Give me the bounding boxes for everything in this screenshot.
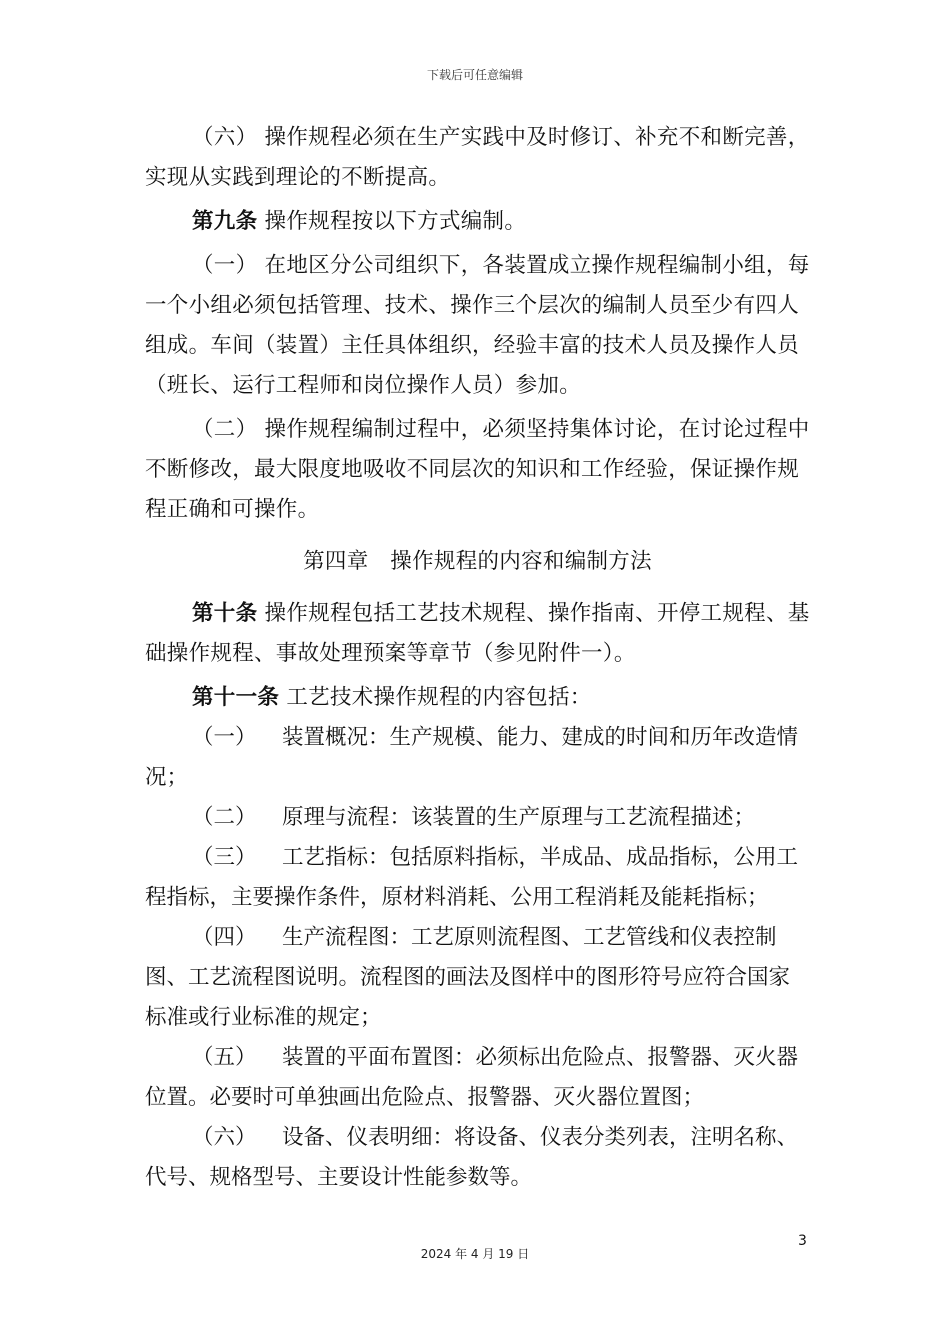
list-item <box>145 718 810 798</box>
page-footer-date: 2024 年 4 月 19 日 <box>420 1247 530 1261</box>
list-item <box>145 918 810 1038</box>
list-item-number: （四） <box>192 925 257 950</box>
chapter-title: 第四章 操作规程的内容和编制方法 <box>303 549 652 574</box>
list-item-number: （六） <box>192 1125 257 1150</box>
list-item-number: （三） <box>192 845 257 870</box>
article-ten-text: 操作规程包括工艺技术规程、操作指南、开停工规程、基础操作规程、事故处理预案等章节（参见附件一）。 <box>145 601 810 666</box>
paragraph-revision: （六） 操作规程必须在生产实践中及时修订、补充不和断完善，实现从实践到理论的不断提高。 <box>145 125 810 190</box>
list-item-text: 设备、仪表明细：将设备、仪表分类列表，注明名称、代号、规格型号、主要设计性能参数等。 <box>145 1125 799 1190</box>
list-item-text: 工艺指标：包括原料指标，半成品、成品指标，公用工程指标，主要操作条件，原材料消耗、公用工程消耗及能耗指标； <box>145 845 799 910</box>
article-ten-label: 第十条 <box>192 601 258 626</box>
article-eleven-text: 工艺技术操作规程的内容包括： <box>279 685 592 710</box>
list-item-text: 装置概况：生产规模、能力、建成的时间和历年改造情况； <box>145 725 799 790</box>
list-item <box>145 1038 810 1118</box>
article-ten <box>145 594 810 674</box>
list-item <box>145 838 810 918</box>
list-item <box>145 798 810 838</box>
article-eleven <box>145 678 810 718</box>
page-header: 下载后可任意编辑 <box>426 68 523 82</box>
page-number: 3 <box>798 1233 807 1249</box>
list-item-number: （二） <box>192 805 257 830</box>
paragraph-item-two: （二） 操作规程编制过程中，必须坚持集体讨论，在讨论过程中不断修改，最大限度地吸收不同层次的知识和工作经验，保证操作规程正确和可操作。 <box>145 417 810 522</box>
list-item-number: （五） <box>192 1045 257 1070</box>
document-body <box>145 118 810 1198</box>
article-nine <box>145 202 810 242</box>
list-item-text: 生产流程图：工艺原则流程图、工艺管线和仪表控制图、工艺流程图说明。流程图的画法及图样中的图形符号应符合国家标准或行业标准的规定； <box>145 925 791 1030</box>
list-item-number: （一） <box>192 725 257 750</box>
list-item-text: 装置的平面布置图：必须标出危险点、报警器、灭火器位置。必要时可单独画出危险点、报警器、灭火器位置图； <box>145 1045 799 1110</box>
article-nine-text: 操作规程按以下方式编制。 <box>257 209 527 234</box>
paragraph-item-one: （一） 在地区分公司组织下，各装置成立操作规程编制小组，每一个小组必须包括管理、技术、操作三个层次的编制人员至少有四人组成。车间（装置）主任具体组织，经验丰富的技术人员及操作人员（班长、运行工程师和岗位操作人员）参加。 <box>145 253 810 398</box>
article-nine-label: 第九条 <box>192 209 258 234</box>
list-item <box>145 1118 810 1198</box>
article-eleven-label: 第十一条 <box>192 685 280 710</box>
list-item-text: 原理与流程：该装置的生产原理与工艺流程描述； <box>282 805 756 830</box>
